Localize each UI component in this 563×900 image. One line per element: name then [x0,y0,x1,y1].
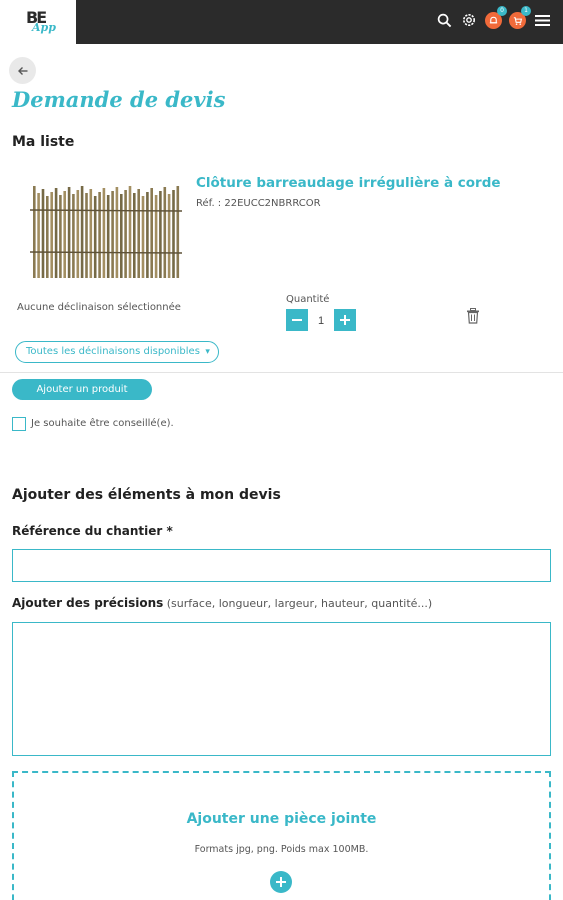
details-label-text: Ajouter des précisions [12,596,164,610]
details-textarea[interactable] [12,622,551,756]
elements-section-title: Ajouter des éléments à mon devis [12,487,281,503]
site-ref-input[interactable] [12,549,551,582]
top-bar [0,0,563,44]
logo-mark: BE [26,8,46,27]
quantity-increase-button[interactable] [334,309,356,331]
list-section-title: Ma liste [12,134,75,150]
product-name[interactable]: Clôture barreaudage irrégulière à corde [196,175,501,191]
quantity-input[interactable] [311,311,331,331]
settings-icon[interactable] [460,11,478,29]
declinaison-select[interactable] [15,341,219,363]
chevron-down-icon: ▾ [205,347,210,357]
top-icons [435,6,551,29]
quantity-decrease-button[interactable] [286,309,308,331]
logo-sub: App [32,21,56,34]
menu-icon[interactable] [533,11,551,29]
details-hint: (surface, longueur, largeur, hauteur, quantité...) [163,597,433,610]
cart-icon[interactable] [509,6,528,29]
add-attachment-button[interactable] [270,871,292,893]
notification-badge: 0 [497,6,507,16]
notification-icon[interactable] [485,6,504,29]
quantity-label: Quantité [286,294,330,305]
add-product-button[interactable]: Ajouter un produit [12,379,152,400]
attachment-dropzone[interactable] [12,771,551,900]
attachment-hint: Formats jpg, png. Poids max 100MB. [194,844,369,855]
plus-icon [276,877,286,887]
page-title: Demande de devis [12,87,226,112]
declinaison-status: Aucune déclinaison sélectionnée [17,302,181,313]
site-ref-label: Référence du chantier * [12,524,173,538]
back-button[interactable] [9,57,36,84]
trash-icon [466,308,480,324]
cart-badge: 1 [521,6,531,16]
product-image [30,180,182,280]
plus-icon [340,315,350,325]
logo[interactable] [0,0,76,44]
minus-icon [292,315,302,325]
divider [0,372,563,373]
details-label [12,596,432,610]
attachment-title: Ajouter une pièce jointe [186,811,377,827]
product-ref: Réf. : 22EUCC2NBRRCOR [196,198,321,209]
search-icon[interactable] [435,11,453,29]
declinaison-select-value: Toutes les déclinaisons disponibles [26,346,200,357]
arrow-left-icon [17,65,29,77]
advice-checkbox[interactable] [12,417,26,431]
delete-product-button[interactable] [466,308,480,328]
advice-checkbox-label[interactable]: Je souhaite être conseillé(e). [31,418,174,429]
